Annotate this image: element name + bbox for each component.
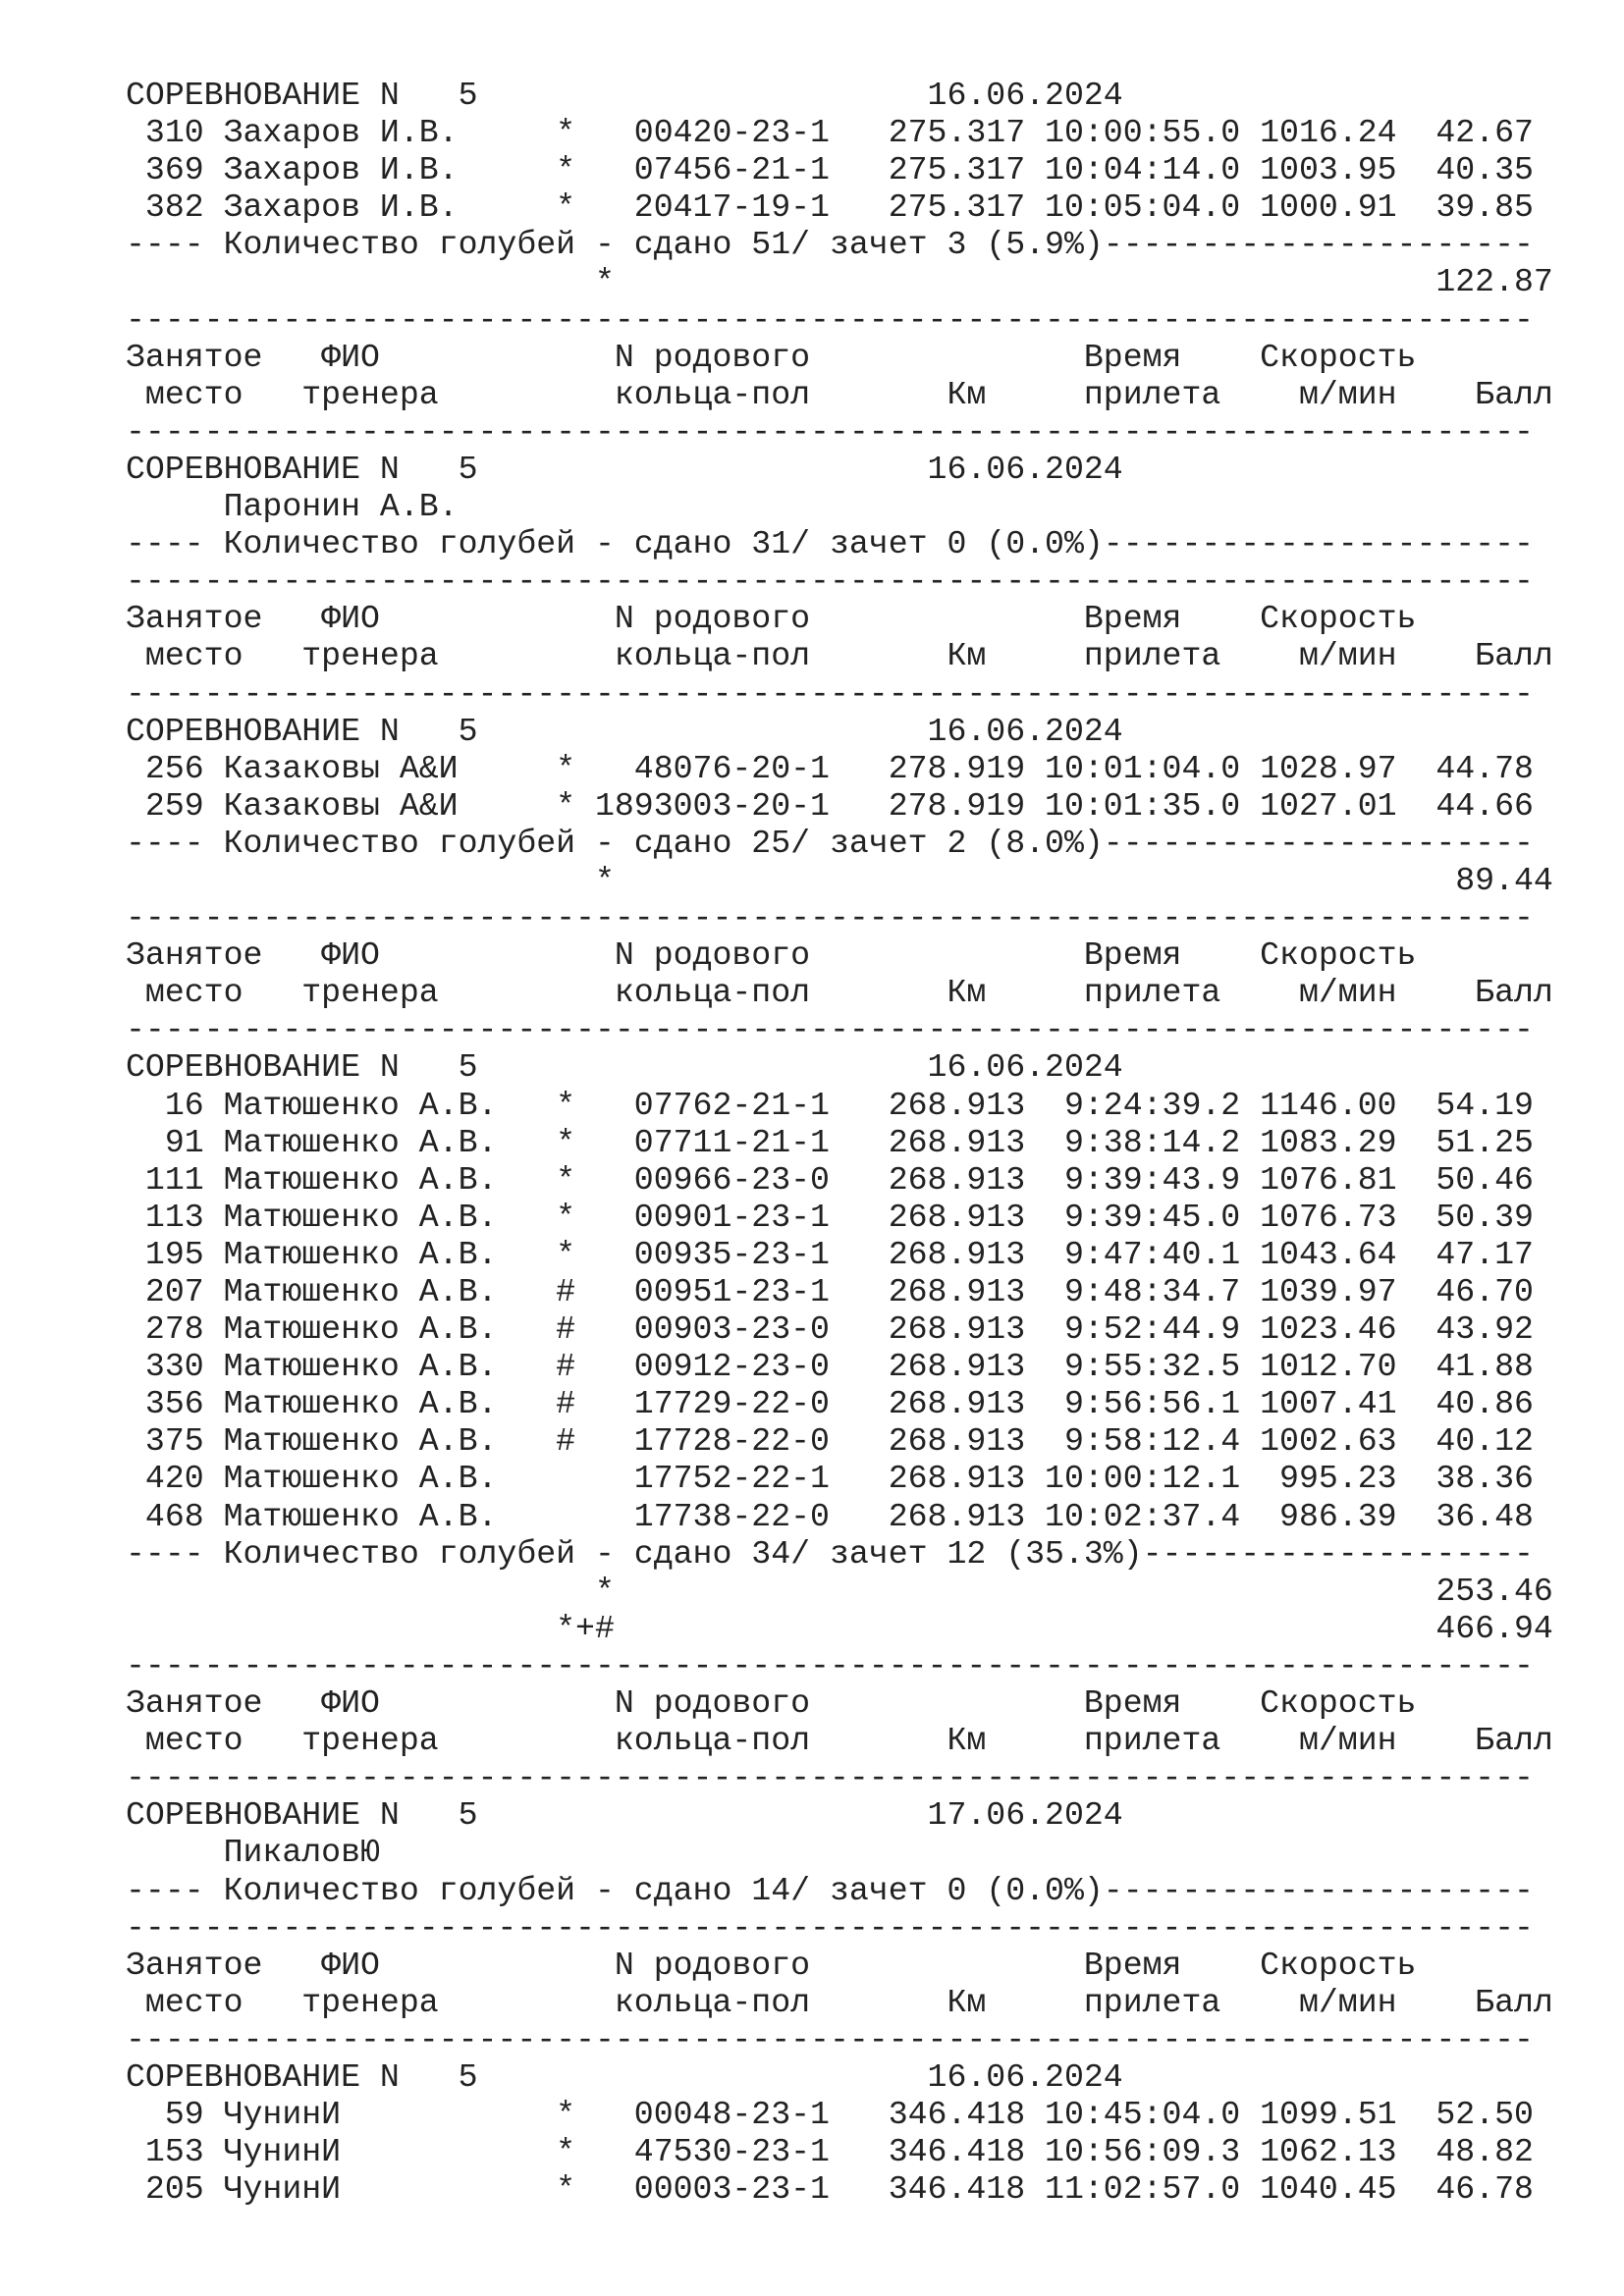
result-row: 59 ЧунинИ * 00048-23-1 346.418 10:45:04.0 1099.51 52.50 — [126, 2096, 1534, 2134]
separator-line: ------------------------------------------------------------------------ — [126, 2020, 1534, 2058]
competition-header: СОРЕВНОВАНИЕ N 5 16.06.2024 — [126, 1048, 1123, 1087]
column-header: место тренера кольца-пол Км прилета м/мин Балл — [126, 375, 1553, 413]
result-row: 207 Матюшенко А.В. # 00951-23-1 268.913 9:48:34.7 1039.97 46.70 — [126, 1273, 1534, 1310]
column-header: Занятое ФИО N родового Время Скорость — [126, 338, 1417, 376]
text-line: ПикаловЮ — [126, 1834, 380, 1872]
column-header: Занятое ФИО N родового Время Скорость — [126, 600, 1417, 638]
column-header: место тренера кольца-пол Км прилета м/мин Балл — [126, 1983, 1553, 2021]
result-row: 16 Матюшенко А.В. * 07762-21-1 268.913 9:24:39.2 1146.00 54.19 — [126, 1086, 1534, 1124]
result-row: 468 Матюшенко А.В. 17738-22-0 268.913 10:02:37.4 986.39 36.48 — [126, 1497, 1534, 1535]
result-row: 330 Матюшенко А.В. # 00912-23-0 268.913 9:55:32.5 1012.70 41.88 — [126, 1348, 1534, 1386]
total-line: * 253.46 — [126, 1572, 1553, 1610]
column-header: место тренера кольца-пол Км прилета м/мин Балл — [126, 974, 1553, 1012]
result-row: 259 Казаковы А&И * 1893003-20-1 278.919 10:01:35.0 1027.01 44.66 — [126, 786, 1534, 825]
column-header: Занятое ФИО N родового Время Скорость — [126, 1946, 1417, 1984]
summary-line: ---- Количество голубей - сдано 14/ зачет 0 (0.0%)---------------------- — [126, 1871, 1534, 1909]
separator-line: ------------------------------------------------------------------------ — [126, 1908, 1534, 1947]
result-row: 369 Захаров И.В. * 07456-21-1 275.317 10:04:14.0 1003.95 40.35 — [126, 151, 1534, 189]
column-header: Занятое ФИО N родового Время Скорость — [126, 1684, 1417, 1723]
separator-line: ------------------------------------------------------------------------ — [126, 1646, 1534, 1684]
competition-header: СОРЕВНОВАНИЕ N 5 17.06.2024 — [126, 1796, 1123, 1835]
result-row: 205 ЧунинИ * 00003-23-1 346.418 11:02:57.0 1040.45 46.78 — [126, 2170, 1534, 2209]
separator-line: ------------------------------------------------------------------------ — [126, 300, 1534, 339]
competition-header: СОРЕВНОВАНИЕ N 5 16.06.2024 — [126, 2057, 1123, 2096]
separator-line: ------------------------------------------------------------------------ — [126, 1759, 1534, 1797]
competition-header: СОРЕВНОВАНИЕ N 5 16.06.2024 — [126, 712, 1123, 750]
result-row: 382 Захаров И.В. * 20417-19-1 275.317 10:05:04.0 1000.91 39.85 — [126, 188, 1534, 227]
separator-line: ------------------------------------------------------------------------ — [126, 899, 1534, 937]
result-row: 91 Матюшенко А.В. * 07711-21-1 268.913 9:38:14.2 1083.29 51.25 — [126, 1123, 1534, 1161]
summary-line: ---- Количество голубей - сдано 25/ зачет 2 (8.0%)---------------------- — [126, 824, 1534, 862]
column-header: место тренера кольца-пол Км прилета м/мин Балл — [126, 637, 1553, 675]
competition-header: СОРЕВНОВАНИЕ N 5 16.06.2024 — [126, 77, 1123, 114]
competition-header: СОРЕВНОВАНИЕ N 5 16.06.2024 — [126, 450, 1123, 488]
summary-line: ---- Количество голубей - сдано 51/ зачет 3 (5.9%)---------------------- — [126, 226, 1534, 264]
column-header: место тренера кольца-пол Км прилета м/мин Балл — [126, 1722, 1553, 1760]
separator-line: ------------------------------------------------------------------------ — [126, 674, 1534, 713]
total-line: *+# 466.94 — [126, 1609, 1553, 1647]
separator-line: ------------------------------------------------------------------------ — [126, 412, 1534, 451]
result-row: 256 Казаковы А&И * 48076-20-1 278.919 10:01:04.0 1028.97 44.78 — [126, 749, 1534, 787]
result-row: 420 Матюшенко А.В. 17752-22-1 268.913 10:00:12.1 995.23 38.36 — [126, 1460, 1534, 1498]
text-line: Паронин А.В. — [126, 488, 459, 526]
result-row: 356 Матюшенко А.В. # 17729-22-0 268.913 9:56:56.1 1007.41 40.86 — [126, 1385, 1534, 1423]
summary-line: ---- Количество голубей - сдано 31/ зачет 0 (0.0%)---------------------- — [126, 525, 1534, 563]
results-printout — [126, 77, 1559, 2208]
result-row: 113 Матюшенко А.В. * 00901-23-1 268.913 9:39:45.0 1076.73 50.39 — [126, 1198, 1534, 1236]
result-row: 310 Захаров И.В. * 00420-23-1 275.317 10:00:55.0 1016.24 42.67 — [126, 114, 1534, 152]
result-row: 375 Матюшенко А.В. # 17728-22-0 268.913 9:58:12.4 1002.63 40.12 — [126, 1422, 1534, 1461]
separator-line: ------------------------------------------------------------------------ — [126, 562, 1534, 601]
result-row: 111 Матюшенко А.В. * 00966-23-0 268.913 9:39:43.9 1076.81 50.46 — [126, 1160, 1534, 1199]
total-line: * 122.87 — [126, 263, 1553, 301]
result-row: 278 Матюшенко А.В. # 00903-23-0 268.913 9:52:44.9 1023.46 43.92 — [126, 1310, 1534, 1349]
summary-line: ---- Количество голубей - сдано 34/ зачет 12 (35.3%)-------------------- — [126, 1534, 1534, 1573]
column-header: Занятое ФИО N родового Время Скорость — [126, 936, 1417, 975]
result-row: 195 Матюшенко А.В. * 00935-23-1 268.913 9:47:40.1 1043.64 47.17 — [126, 1235, 1534, 1273]
total-line: * 89.44 — [126, 861, 1553, 899]
separator-line: ------------------------------------------------------------------------ — [126, 1011, 1534, 1049]
result-row: 153 ЧунинИ * 47530-23-1 346.418 10:56:09.3 1062.13 48.82 — [126, 2133, 1534, 2171]
